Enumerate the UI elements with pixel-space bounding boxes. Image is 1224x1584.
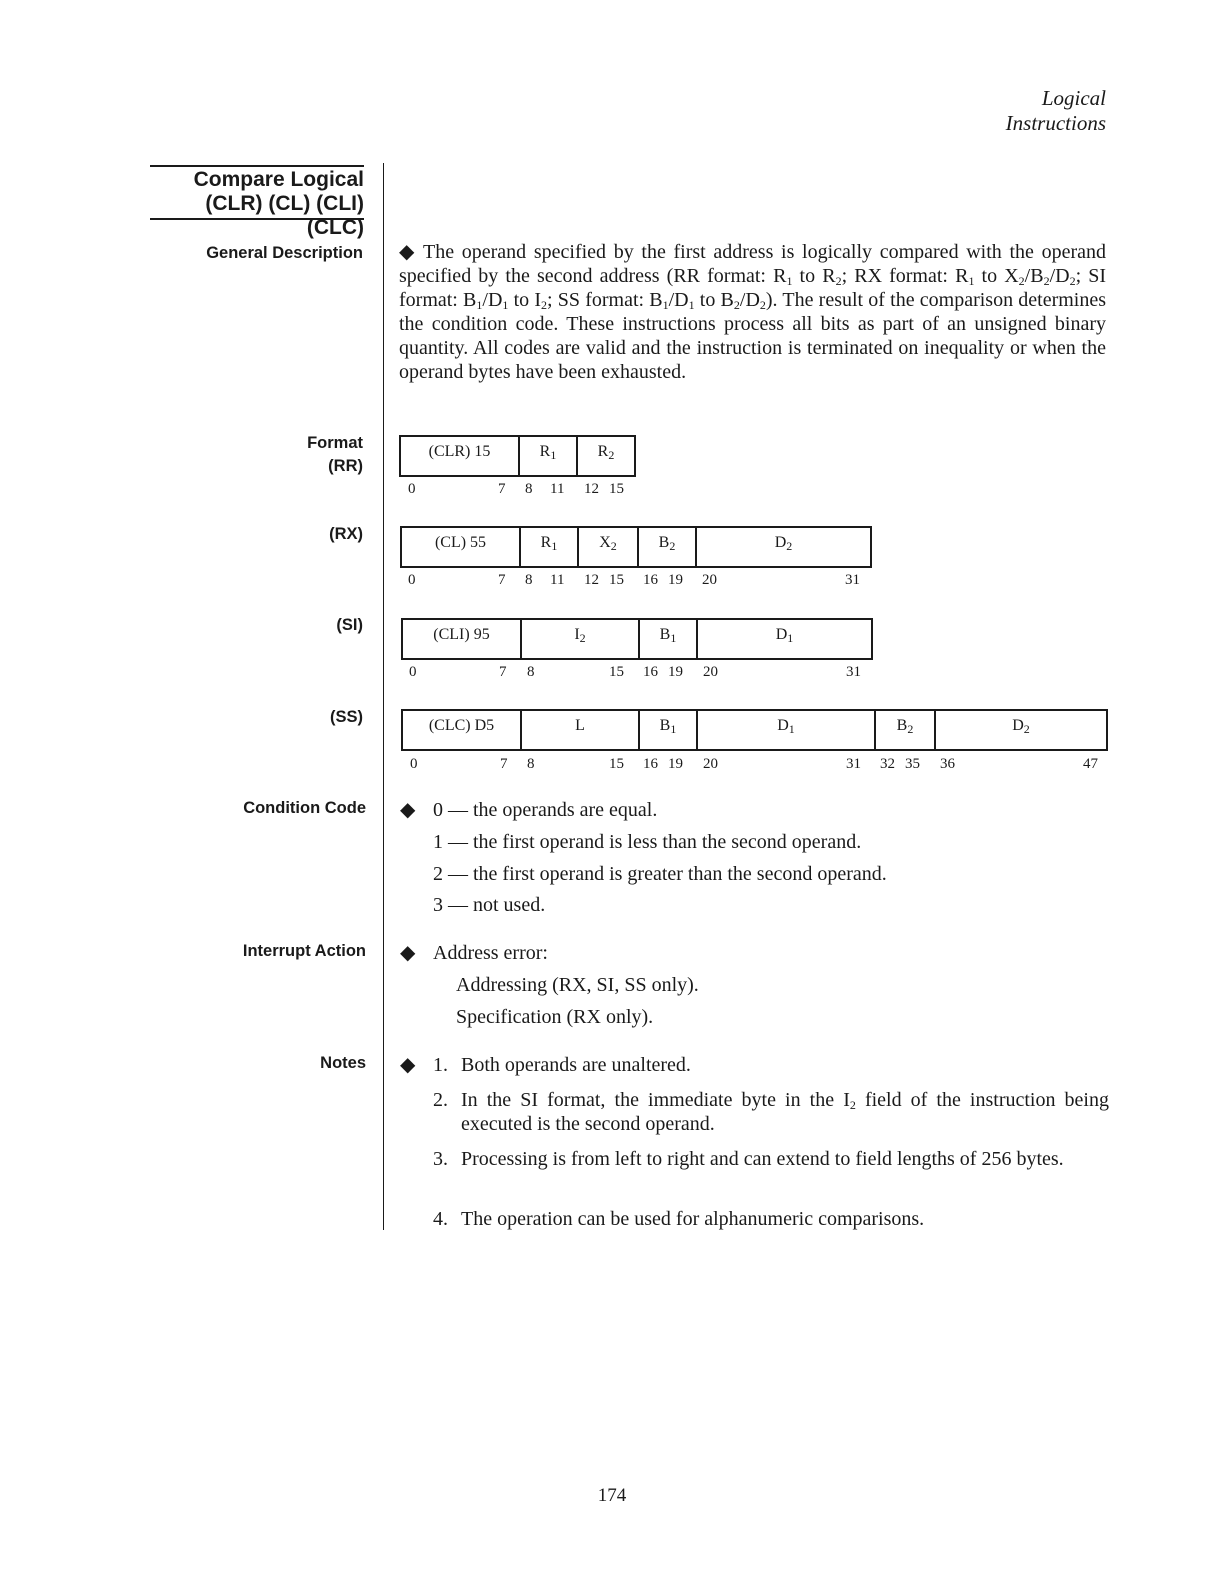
page-number: 174 [597, 1485, 627, 1506]
ss-b1-field: $B_1$ [640, 711, 698, 749]
format-rr-box [399, 435, 636, 477]
si-opcode-field: (CLI) 95 [403, 620, 522, 658]
si-b1-field: $B_1$ [640, 620, 698, 658]
condition-code-bullet-icon: ◆ [400, 799, 416, 821]
section-title [150, 168, 364, 240]
note-4-text: The operation can be used for alphanumeric comparisons. [461, 1208, 925, 1230]
format-si-bit-positions: 0 7 8 15 16 19 20 31 [409, 664, 861, 680]
general-description-text: ◆ The operand specified by the first address is logically compared with the operand specified by the second address (RR format: $R_1$ to $R_2$; RX format: $R_1$ to $X_2/B_2/D_2$; SI format: $B_1/D_1$ to $I_2$; SS format: $B_1/D_1$ to $B_2/D_2$). The result of the comparison determines the condition code. These instructions process all bits as part of an unsigned binary quantity. All codes are valid and the instruction is terminated on inequality or when the operand bytes have been exhausted. [399, 241, 1107, 383]
si-i2-field: $I_2$ [522, 620, 640, 658]
label-format-rx: (RX) [329, 525, 363, 543]
note-1-number: 1. [433, 1054, 448, 1076]
rx-x2-field: $X_2$ [579, 528, 639, 566]
format-rx-box [400, 526, 872, 568]
ss-l-field: L [522, 711, 640, 749]
label-format-ss: (SS) [330, 708, 363, 726]
rr-r1-field: $R_1$ [520, 437, 578, 475]
note-3-number: 3. [433, 1148, 448, 1170]
note-3-text: Processing is from left to right and can extend to field lengths of 256 bytes. [461, 1148, 1064, 1170]
rx-r1-field: $R_1$ [521, 528, 579, 566]
format-si-box [401, 618, 873, 660]
rr-opcode-field: (CLR) 15 [401, 437, 520, 475]
condition-code-2: 2 — the first operand is greater than the second operand. [433, 863, 887, 885]
note-2-number: 2. [433, 1089, 448, 1111]
bullet-diamond-icon: ◆ [399, 241, 415, 263]
rx-d2-field: $D_2$ [774, 534, 793, 553]
ss-d1-field: $D_1$ [698, 711, 876, 749]
label-interrupt-action: Interrupt Action [242, 942, 366, 960]
ss-b2-field: $B_2$ [876, 711, 936, 749]
notes-bullet-icon: ◆ [400, 1054, 416, 1076]
condition-code-0: 0 — the operands are equal. [433, 799, 658, 821]
interrupt-item-addressing: Addressing (RX, SI, SS only). [456, 974, 699, 996]
note-1-text: Both operands are unaltered. [461, 1054, 691, 1076]
note-4-number: 4. [433, 1208, 448, 1230]
condition-code-3: 3 — not used. [433, 894, 546, 916]
format-rr-bit-positions: 0 7 8 11 12 15 [408, 481, 624, 497]
margin-vertical-rule [383, 163, 384, 1230]
running-head-line2: Instructions [1005, 111, 1106, 135]
si-d1-field: $D_1$ [775, 626, 794, 645]
format-rx-bit-positions: 0 7 8 11 12 15 16 19 20 31 [408, 572, 860, 588]
running-head [900, 86, 1106, 136]
interrupt-heading: Address error: [433, 942, 548, 964]
label-format-rr: (RR) [328, 457, 363, 475]
rx-b2-field: $B_2$ [639, 528, 697, 566]
title-rule-bottom [150, 218, 364, 220]
interrupt-item-specification: Specification (RX only). [456, 1006, 654, 1028]
section-title-line2: (CLR) (CL) (CLI) (CLC) [205, 192, 364, 239]
label-notes: Notes [320, 1054, 366, 1072]
title-rule-top [150, 165, 364, 167]
ss-d2-field: $D_2$ [1012, 717, 1030, 736]
rx-opcode-field: (CL) 55 [402, 528, 521, 566]
label-condition-code: Condition Code [243, 799, 366, 817]
label-format-si: (SI) [336, 616, 363, 634]
condition-code-1: 1 — the first operand is less than the second operand. [433, 831, 862, 853]
rr-r2-field: $R_2$ [597, 443, 615, 462]
label-general-description: General Description [206, 244, 363, 262]
note-2-text: In the SI format, the immediate byte in the $I_2$ field of the instruction being executed is the second operand. [461, 1089, 1109, 1135]
interrupt-bullet-icon: ◆ [400, 942, 416, 964]
format-ss-bit-positions: 0 7 8 15 16 19 20 31 32 35 36 47 [410, 756, 1098, 772]
section-title-line1: Compare Logical [193, 168, 364, 191]
ss-opcode-field: (CLC) D5 [403, 711, 522, 749]
label-format: Format [307, 434, 363, 452]
format-ss-box [401, 709, 1108, 751]
running-head-line1: Logical [1041, 86, 1106, 110]
